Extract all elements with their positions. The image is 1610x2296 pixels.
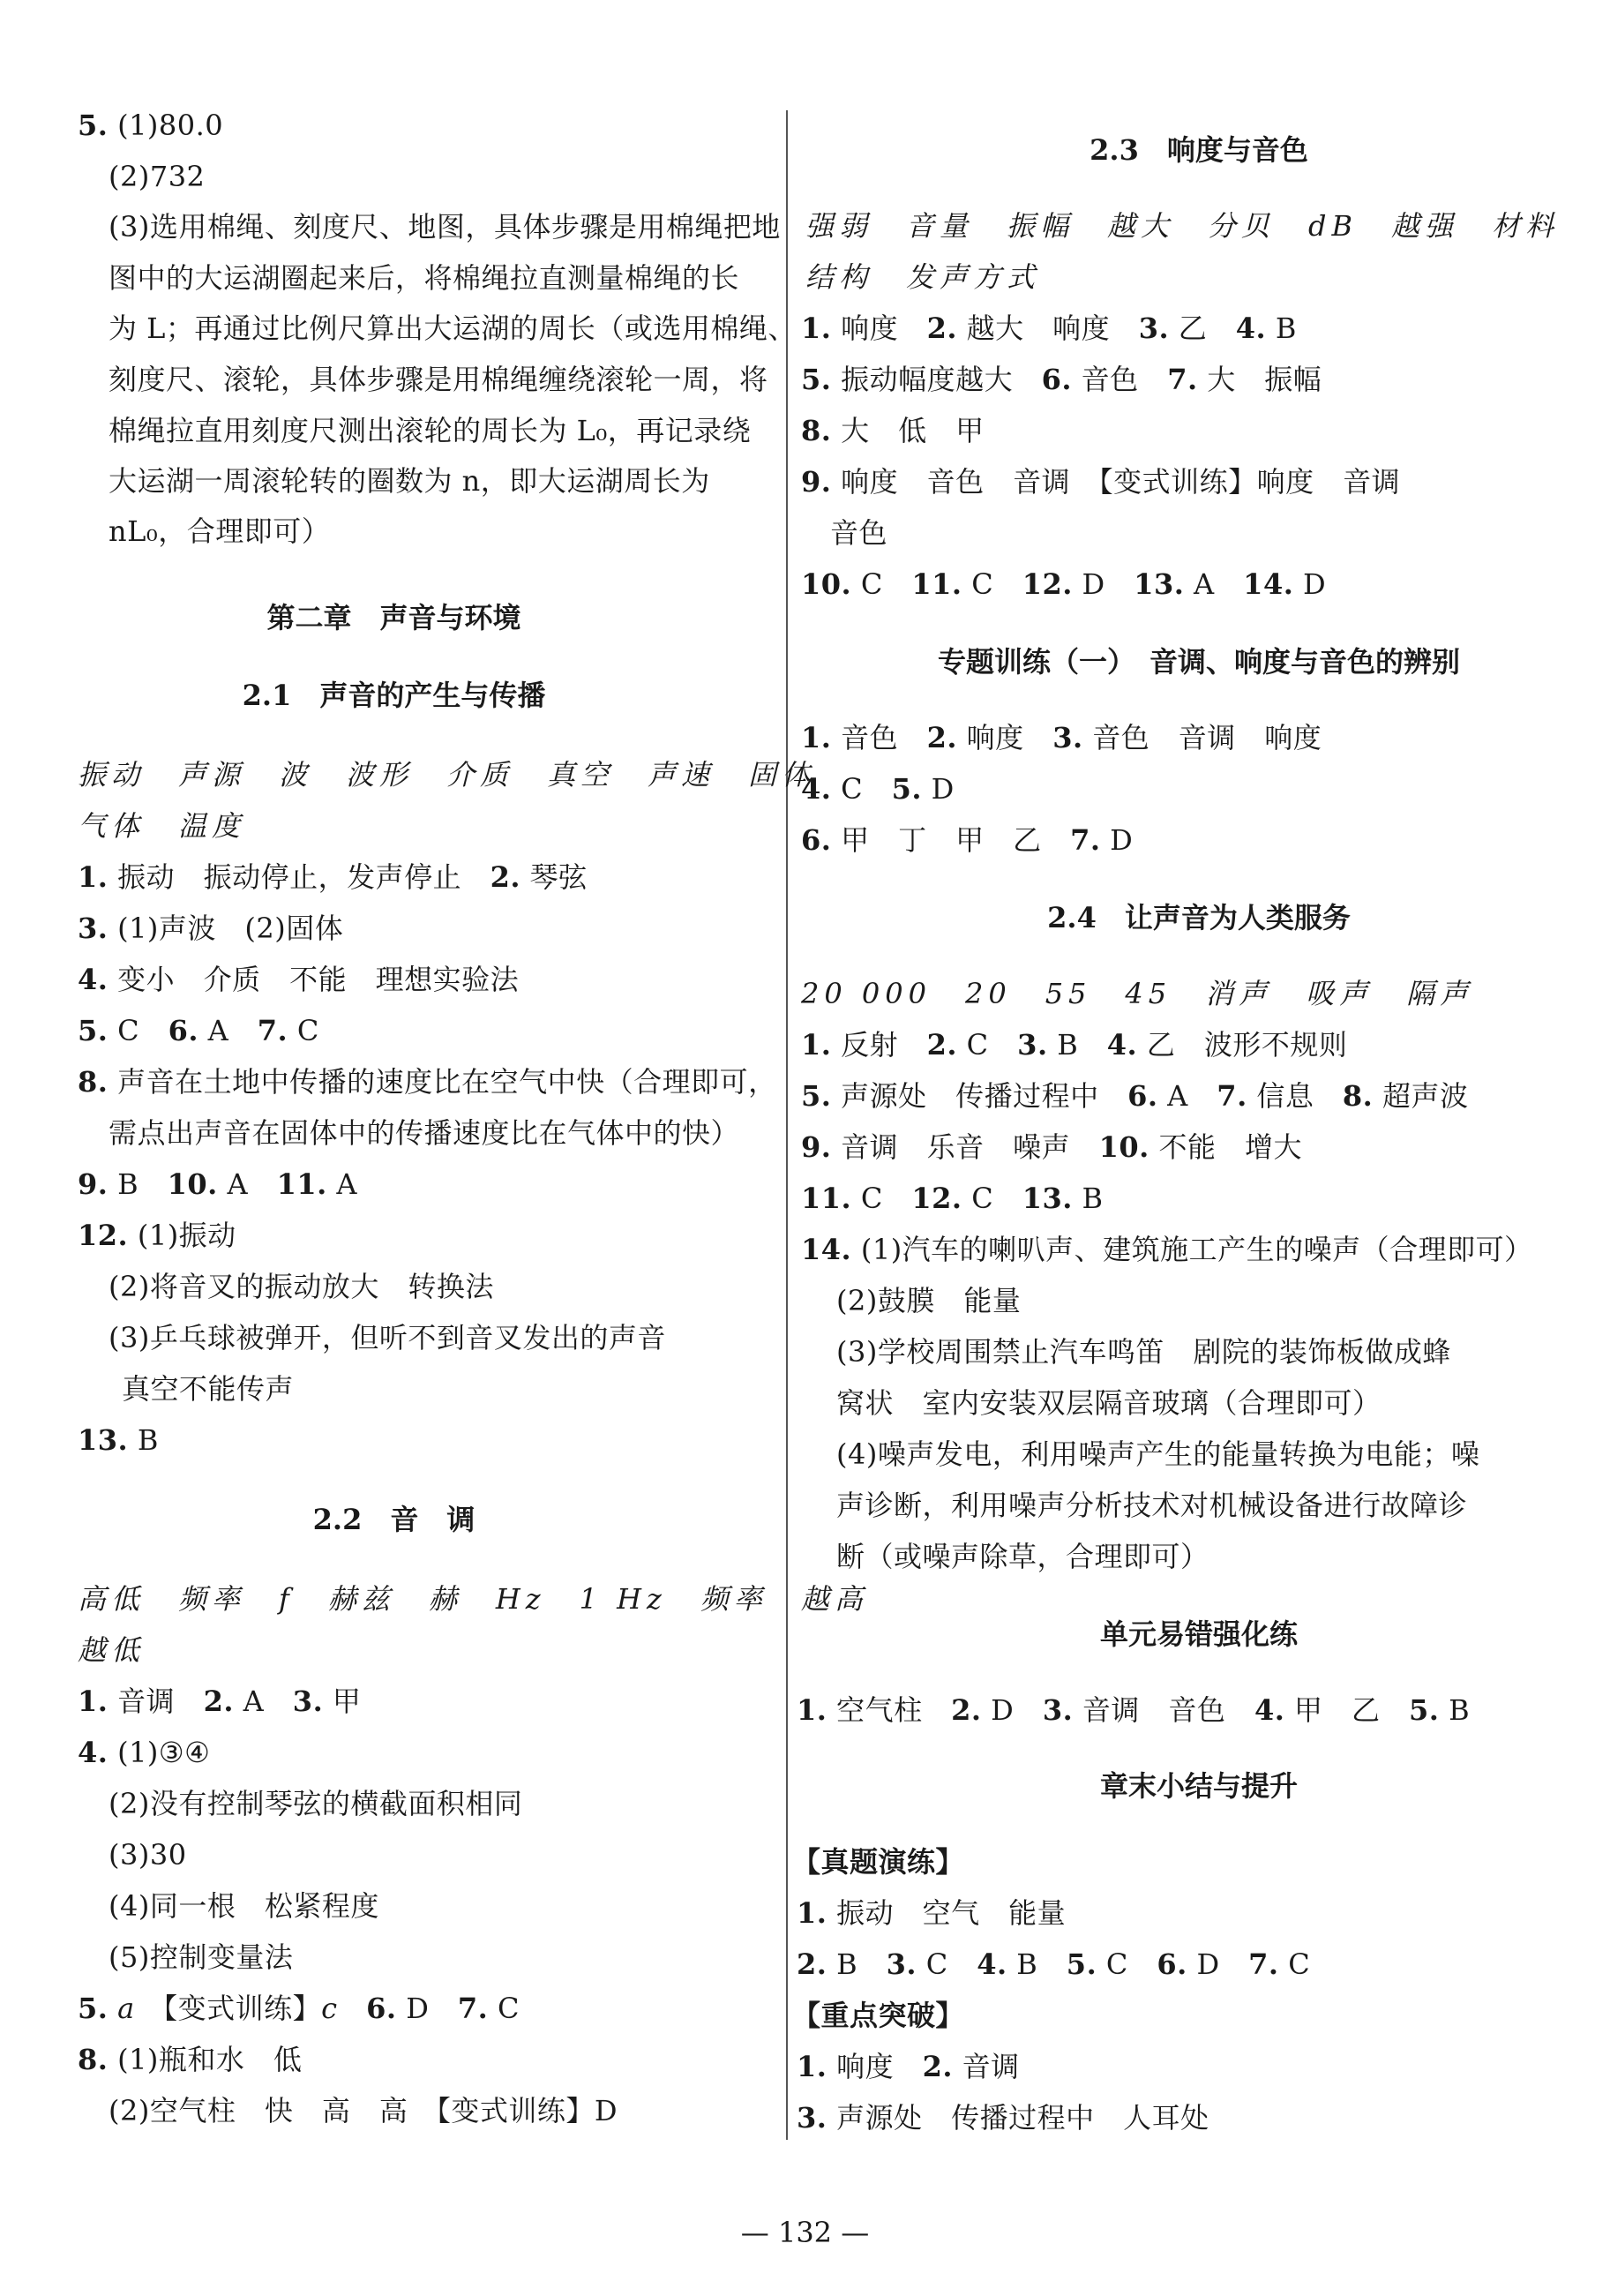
answer-row-2-3-b: 5. 振动幅度越大 6. 音色 7. 大 振幅 <box>801 363 1322 396</box>
unit-review-title: 单元易错强化练 <box>1099 1617 1298 1651</box>
answer-12-2: (2)将音叉的振动放大 转换法 <box>109 1270 494 1303</box>
answer-8: 8. 声音在土地中传播的速度比在空气中快（合理即可， <box>78 1065 777 1099</box>
answer-row-sp1-a: 1. 音色 2. 响度 3. 音色 音调 响度 <box>801 721 1322 754</box>
answer-5-2: (2)732 <box>109 160 206 193</box>
column-divider <box>786 110 788 2140</box>
answer-12: 12. (1)振动 <box>78 1219 236 1252</box>
answer-row-sp1-c: 6. 甲 丁 甲 乙 7. D <box>801 823 1134 857</box>
answer-2-4-14-4-cont2: 断（或噪声除草，合理即可） <box>836 1540 1209 1573</box>
answer-row-summary-d: 3. 声源处 传播过程中 人耳处 <box>797 2101 1209 2135</box>
keywords-2-2: 高低 频率 f 赫兹 赫 Hz 1 Hz 频率 越高 <box>78 1582 868 1616</box>
answer-row-unit: 1. 空气柱 2. D 3. 音调 音色 4. 甲 乙 5. B <box>797 1693 1471 1727</box>
answer-row-2-1-b: 3. (1)声波 (2)固体 <box>78 912 344 945</box>
answer-row-2-3-d-cont: 音色 <box>830 516 888 550</box>
keywords-2-3: 强弱 音量 振幅 越大 分贝 dB 越强 材料 <box>805 209 1560 243</box>
answer-5-3-line: 图中的大运湖圈起来后，将棉绳拉直测量棉绳的长 <box>109 261 740 295</box>
answer-row-2-3-c: 8. 大 低 甲 <box>801 414 985 447</box>
answer-row-2-1-a: 1. 振动 振动停止，发声停止 2. 琴弦 <box>78 860 588 894</box>
page-number: — 132 — <box>740 2216 870 2249</box>
key-points-subtitle: 【重点突破】 <box>792 1999 965 2032</box>
answer-13: 13. B <box>78 1423 159 1457</box>
answer-2-4-14: 14. (1)汽车的喇叭声、建筑施工产生的噪声（合理即可） <box>801 1233 1533 1266</box>
answer-2-4-14-4: (4)噪声发电，利用噪声产生的能量转换为电能；噪 <box>836 1437 1480 1471</box>
answer-row-summary-a: 1. 振动 空气 能量 <box>797 1896 1067 1930</box>
keywords-2-1-cont: 气体 温度 <box>78 809 246 843</box>
answer-row-2-1-e: 9. B 10. A 11. A <box>78 1167 358 1201</box>
answer-2-4-14-4-cont: 声诊断，利用噪声分析技术对机械设备进行故障诊 <box>836 1489 1468 1522</box>
answer-row-2-4-b: 5. 声源处 传播过程中 6. A 7. 信息 8. 超声波 <box>801 1079 1469 1113</box>
answer-12-3: (3)乒乓球被弹开，但听不到音叉发出的声音 <box>109 1321 666 1354</box>
answer-row-2-1-c: 4. 变小 介质 不能 理想实验法 <box>78 963 520 996</box>
special-training-1-title: 专题训练（一） 音调、响度与音色的辨别 <box>937 645 1460 679</box>
answer-row-2-4-d: 11. C 12. C 13. B <box>801 1182 1104 1215</box>
answer-2-2-8: 8. (1)瓶和水 低 <box>78 2043 303 2076</box>
answer-2-2-8-2: (2)空气柱 快 高 高 【变式训练】D <box>109 2094 618 2127</box>
keywords-2-1: 振动 声源 波 波形 介质 真空 声速 固体 <box>78 758 816 792</box>
answer-row-2-3-e: 10. C 11. C 12. D 13. A 14. D <box>801 567 1327 601</box>
real-exam-subtitle: 【真题演练】 <box>792 1845 965 1879</box>
keywords-2-2-cont: 越低 <box>78 1633 146 1667</box>
answer-2-4-14-3-cont: 窝状 室内安装双层隔音玻璃（合理即可） <box>836 1386 1382 1420</box>
section-2-3-title: 2.3 响度与音色 <box>1090 133 1308 167</box>
answer-2-4-14-3: (3)学校周围禁止汽车鸣笛 剧院的装饰板做成蜂 <box>836 1335 1451 1369</box>
answer-5-3-line: 为 L；再通过比例尺算出大运湖的周长（或选用棉绳、 <box>109 311 797 345</box>
answer-2-2-4-2: (2)没有控制琴弦的横截面积相同 <box>109 1787 523 1820</box>
answer-2-2-4: 4. (1)③④ <box>78 1736 211 1769</box>
answer-row-2-3-d: 9. 响度 音色 音调 【变式训练】响度 音调 <box>801 465 1401 499</box>
keywords-2-3-cont: 结构 发声方式 <box>805 260 1041 294</box>
answer-5-3-line: 刻度尺、滚轮，具体步骤是用棉绳缠绕滚轮一周，将 <box>109 363 768 396</box>
answer-2-4-14-2: (2)鼓膜 能量 <box>836 1284 1022 1317</box>
answer-5-3-line: 大运湖一周滚轮转的圈数为 n，即大运湖周长为 <box>109 464 710 498</box>
answer-5: 5. (1)80.0 <box>78 109 224 142</box>
answer-row-2-4-a: 1. 反射 2. C 3. B 4. 乙 波形不规则 <box>801 1028 1348 1062</box>
answer-2-2-4-3: (3)30 <box>109 1838 187 1872</box>
answer-row-2-3-a: 1. 响度 2. 越大 响度 3. 乙 4. B <box>801 311 1297 345</box>
section-2-1-title: 2.1 声音的产生与传播 <box>242 679 546 712</box>
answer-8-cont: 需点出声音在固体中的传播速度比在气体中的快） <box>109 1116 740 1150</box>
chapter-summary-title: 章末小结与提升 <box>1099 1769 1298 1803</box>
answer-row-2-2-b: 5. a 【变式训练】c 6. D 7. C <box>78 1992 520 2025</box>
answer-12-3-cont: 真空不能传声 <box>122 1372 295 1406</box>
answer-2-2-4-4: (4)同一根 松紧程度 <box>109 1889 379 1923</box>
section-2-2-title: 2.2 音 调 <box>312 1503 476 1536</box>
answer-row-sp1-b: 4. C 5. D <box>801 772 955 806</box>
keywords-2-4: 20 000 20 55 45 消声 吸声 隔声 <box>801 977 1474 1010</box>
answer-5-3-line: 棉绳拉直用刻度尺测出滚轮的周长为 L₀，再记录绕 <box>109 414 752 447</box>
answer-row-summary-b: 2. B 3. C 4. B 5. C 6. D 7. C <box>797 1947 1311 1981</box>
answer-5-3-line: (3)选用棉绳、刻度尺、地图，具体步骤是用棉绳把地 <box>109 210 781 244</box>
answer-2-2-4-5: (5)控制变量法 <box>109 1940 294 1974</box>
answer-row-2-1-d: 5. C 6. A 7. C <box>78 1014 319 1047</box>
answer-row-2-2-a: 1. 音调 2. A 3. 甲 <box>78 1684 362 1718</box>
section-2-4-title: 2.4 让声音为人类服务 <box>1047 901 1351 934</box>
chapter-title: 第二章 声音与环境 <box>266 601 521 634</box>
answer-5-3-line: nL₀，合理即可） <box>109 514 331 548</box>
answer-row-2-4-c: 9. 音调 乐音 噪声 10. 不能 增大 <box>801 1130 1302 1164</box>
answer-row-summary-c: 1. 响度 2. 音调 <box>797 2050 1020 2083</box>
